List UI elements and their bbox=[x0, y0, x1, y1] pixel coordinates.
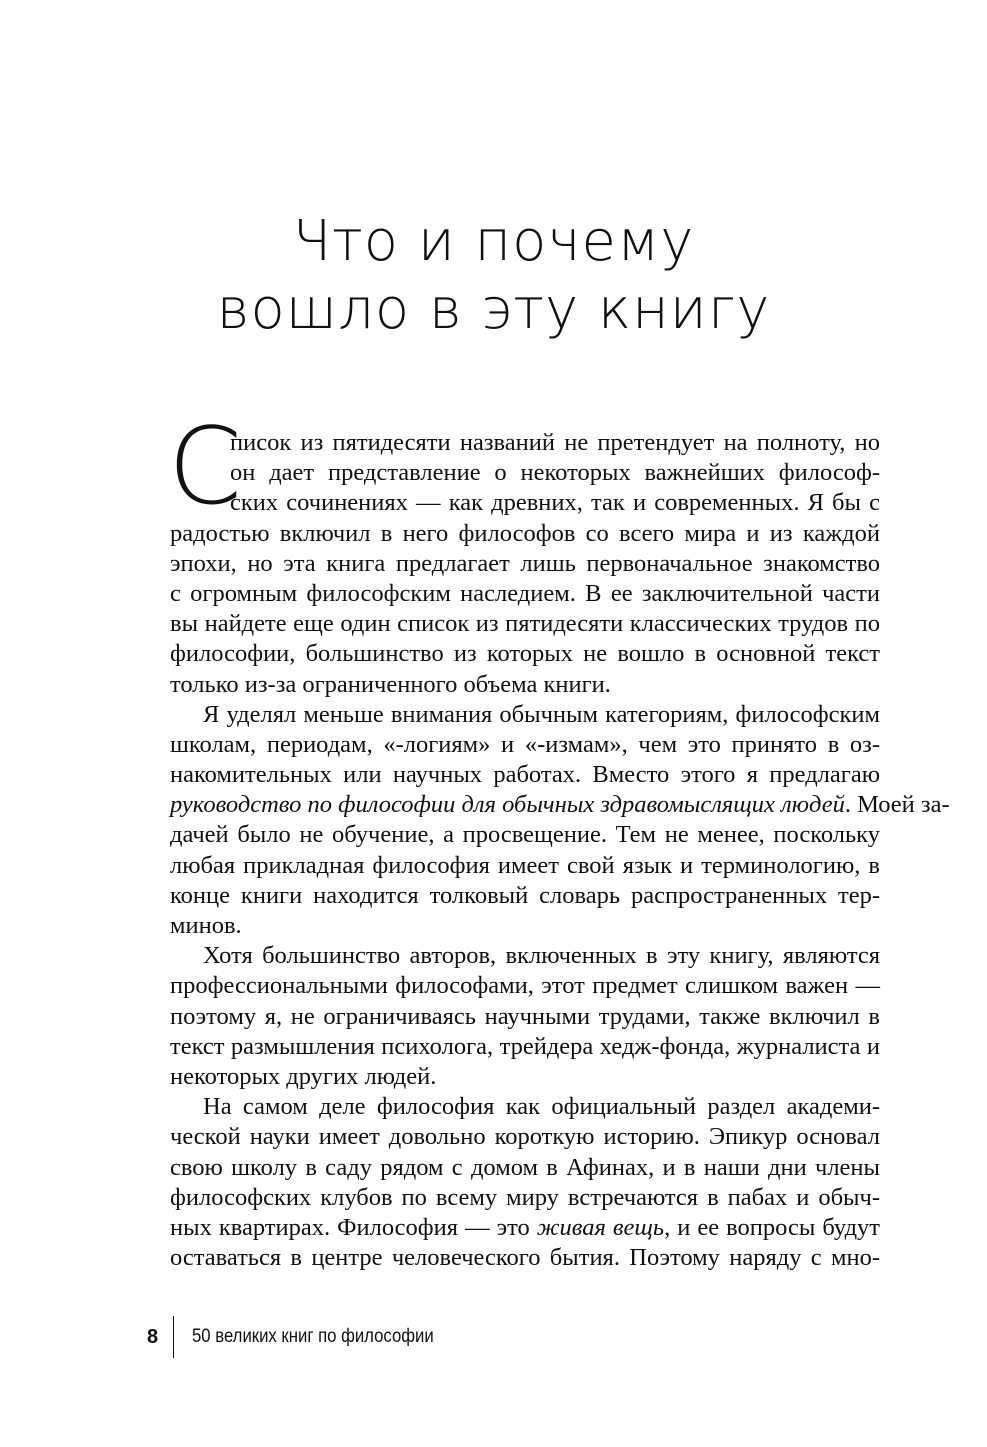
text-segment: ческой науки имеет довольно короткую историю. Эпикур основал bbox=[170, 1123, 880, 1151]
body-text bbox=[170, 428, 950, 1273]
text-line bbox=[170, 1002, 880, 1032]
text-segment: текст размышления психолога, трейдера хедж-фонда, журналиста и bbox=[170, 1032, 880, 1060]
text-segment: школам, периодам, «-логиям» и «-измам», чем это принято в оз- bbox=[170, 730, 880, 758]
running-title: 50 великих книг по философии bbox=[192, 1326, 434, 1347]
text-segment: конце книги находится толковый словарь распространенных тер- bbox=[170, 881, 880, 909]
text-line bbox=[170, 971, 880, 1001]
text-line bbox=[170, 1213, 880, 1243]
text-line bbox=[170, 941, 880, 971]
text-line bbox=[170, 1153, 880, 1183]
text-line bbox=[170, 911, 880, 941]
text-line bbox=[170, 881, 880, 911]
text-line bbox=[170, 730, 880, 760]
text-line bbox=[170, 1032, 880, 1062]
text-line bbox=[170, 820, 880, 850]
text-line bbox=[170, 1122, 880, 1152]
text-line bbox=[170, 790, 950, 820]
text-segment: Хотя большинство авторов, включенных в эту книгу, являются bbox=[203, 942, 880, 970]
text-line bbox=[170, 1062, 880, 1092]
text-line bbox=[170, 760, 880, 790]
chapter-title-line-2: вошло в эту книгу bbox=[216, 277, 771, 342]
text-segment: с огромным философским наследием. В ее заключительной части bbox=[170, 579, 880, 607]
italic-text: живая вещь bbox=[536, 1213, 665, 1241]
text-segment: профессиональными философами, этот предмет слишком важен — bbox=[170, 972, 880, 1000]
text-segment: философии, большинство из которых не вошло в основной текст bbox=[170, 640, 880, 668]
text-segment: дачей было не обучение, а просвещение. Тем не менее, поскольку bbox=[170, 821, 880, 849]
text-line bbox=[170, 488, 880, 518]
text-line bbox=[170, 670, 880, 700]
text-segment: вы найдете еще один список из пятидесяти классических трудов по bbox=[170, 610, 880, 638]
text-segment: поэтому я, не ограничиваясь научными трудами, также включил в bbox=[170, 1002, 880, 1030]
text-line bbox=[170, 851, 880, 881]
chapter-title-line-1: Что и почему bbox=[292, 209, 695, 274]
text-segment: некоторых других людей. bbox=[170, 1062, 437, 1090]
text-line bbox=[170, 609, 880, 639]
text-line bbox=[170, 1183, 880, 1213]
text-segment: философских клубов по всему миру встречаются в пабах и обыч- bbox=[170, 1183, 880, 1211]
text-line bbox=[170, 639, 880, 669]
text-segment: он дает представление о некоторых важнейших философ- bbox=[230, 459, 880, 487]
page-number: 8 bbox=[147, 1326, 159, 1348]
text-line bbox=[170, 458, 880, 488]
text-segment: Я уделял меньше внимания обычным категориям, философским bbox=[203, 700, 880, 728]
text-segment: На самом деле философия как официальный раздел академи- bbox=[203, 1093, 880, 1121]
text-line bbox=[170, 1092, 880, 1122]
text-segment: ных квартирах. Философия — это bbox=[170, 1213, 537, 1241]
text-line bbox=[170, 1243, 880, 1273]
text-line bbox=[170, 549, 880, 579]
text-segment: только из-за ограниченного объема книги. bbox=[170, 670, 611, 698]
footer-divider bbox=[173, 1316, 174, 1358]
drop-cap: С bbox=[168, 405, 243, 528]
text-segment: минов. bbox=[170, 912, 242, 939]
text-segment: ских сочинениях — как древних, так и современных. Я бы с bbox=[230, 489, 880, 517]
text-line bbox=[170, 519, 880, 549]
text-line bbox=[170, 700, 880, 730]
text-segment: эпохи, но эта книга предлагает лишь первоначальное знакомство bbox=[170, 549, 880, 577]
text-segment: писок из пятидесяти названий не претендует на полноту, но bbox=[230, 429, 880, 456]
text-segment: любая прикладная философия имеет свой язык и терминологию, в bbox=[170, 851, 880, 879]
text-segment: свою школу в саду рядом с домом в Афинах, и в наши дни члены bbox=[170, 1153, 880, 1181]
text-segment: . Моей за- bbox=[844, 791, 950, 819]
text-segment: радостью включил в него философов со всего мира и из каждой bbox=[170, 519, 880, 547]
text-segment: накомительных или научных работах. Вместо этого я предлагаю bbox=[170, 761, 880, 789]
chapter-title bbox=[0, 208, 987, 344]
text-segment: , и ее вопросы будут bbox=[664, 1213, 880, 1241]
italic-text: руководство по философии для обычных здравомыслящих людей bbox=[170, 791, 845, 819]
text-segment: оставаться в центре человеческого бытия. Поэтому наряду с мно- bbox=[170, 1244, 880, 1272]
text-line bbox=[170, 428, 880, 458]
text-line bbox=[170, 579, 880, 609]
